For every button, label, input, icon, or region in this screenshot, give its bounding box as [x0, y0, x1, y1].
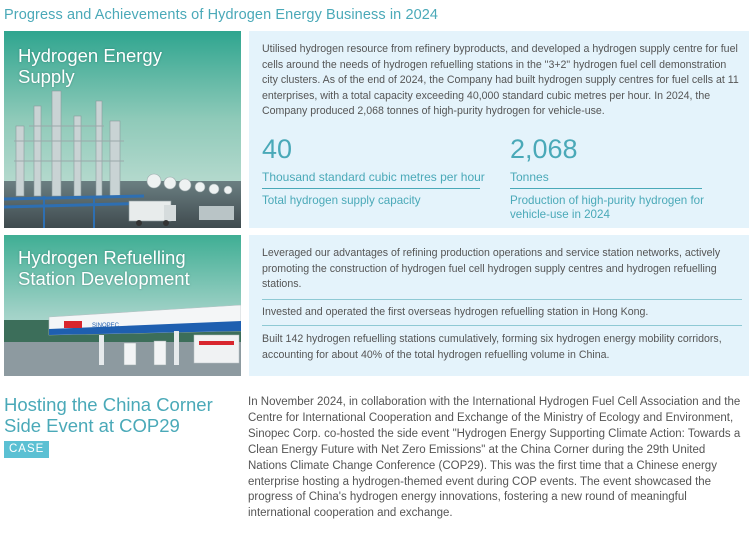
stat-capacity-unit: Thousand standard cubic metres per hour	[262, 170, 485, 184]
stat-capacity-underline	[262, 188, 480, 189]
refuel-text-2: Invested and operated the first overseas hydrogen refuelling station in Hong Kong.	[262, 306, 649, 318]
supply-text: Utilised hydrogen resource from refinery byproducts, and developed a hydrogen supply centre for fuel cells around the needs of hydrogen refuelling stations in the "3+2" hydrogen fuel cell demonstration city clusters. As of the end of 2024, the Company had built hydrogen supply centres for fuel cells at 11 enterprises, with a total capacity exceeding 40,000 standard cubic metres per hour. In 2024, the Company produced 2,068 tonnes of high-purity hydrogen for vehicle-use.	[262, 43, 739, 118]
stat-production-unit: Tonnes	[510, 170, 549, 184]
supply-title: Hydrogen Energy Supply	[18, 45, 162, 87]
case-badge: CASE	[4, 441, 49, 458]
page-title: Progress and Achievements of Hydrogen Energy Business in 2024	[4, 7, 439, 23]
case-title: Hosting the China Corner Side Event at COP29	[4, 394, 213, 436]
station-sign-text: SINOPEC	[92, 323, 120, 329]
case-text: In November 2024, in collaboration with the International Hydrogen Fuel Cell Association and the Centre for International Cooperation and Exchange of the Ministry of Ecology and Environment, Sinopec Corp. co-hosted the side event "Hydrogen Energy Supporting Climate Action: Towards a Clean Energy Future with Net Zero Emissions" at the China Corner during the 29th United Nations Climate Change Conference (COP29). This was the first time that a Chinese energy enterprise hosting a hydrogen-themed event during COP events. The event showcased the progress of China's hydrogen energy innovations, fostering a new round of meaningful international cooperation and exchange.	[248, 396, 741, 520]
refuel-text-1: Leveraged our advantages of refining production operations and service station networks, actively promoting the construction of hydrogen fuel cell hydrogen supply centres and hydrogen refuelling stations.	[262, 247, 721, 291]
stat-capacity-desc: Total hydrogen supply capacity	[262, 194, 421, 207]
refuel-divider-2	[262, 325, 742, 326]
stat-capacity-value: 40	[262, 134, 293, 164]
hydrogen-plant-photo	[4, 31, 241, 228]
stat-production-desc: Production of high-purity hydrogen for vehicle-use in 2024	[510, 194, 704, 221]
refuelling-station-photo	[4, 235, 241, 376]
refuel-divider-1	[262, 299, 742, 300]
refuel-title: Hydrogen Refuelling Station Development	[18, 247, 190, 289]
stat-production-underline	[510, 188, 702, 189]
refuel-text-3: Built 142 hydrogen refuelling stations cumulatively, forming six hydrogen energy mobility corridors, accounting for about 40% of the total hydrogen refuelling volume in China.	[262, 333, 722, 361]
stat-production-value: 2,068	[510, 134, 578, 164]
refuel-panel	[249, 235, 749, 376]
supply-panel	[249, 31, 749, 228]
